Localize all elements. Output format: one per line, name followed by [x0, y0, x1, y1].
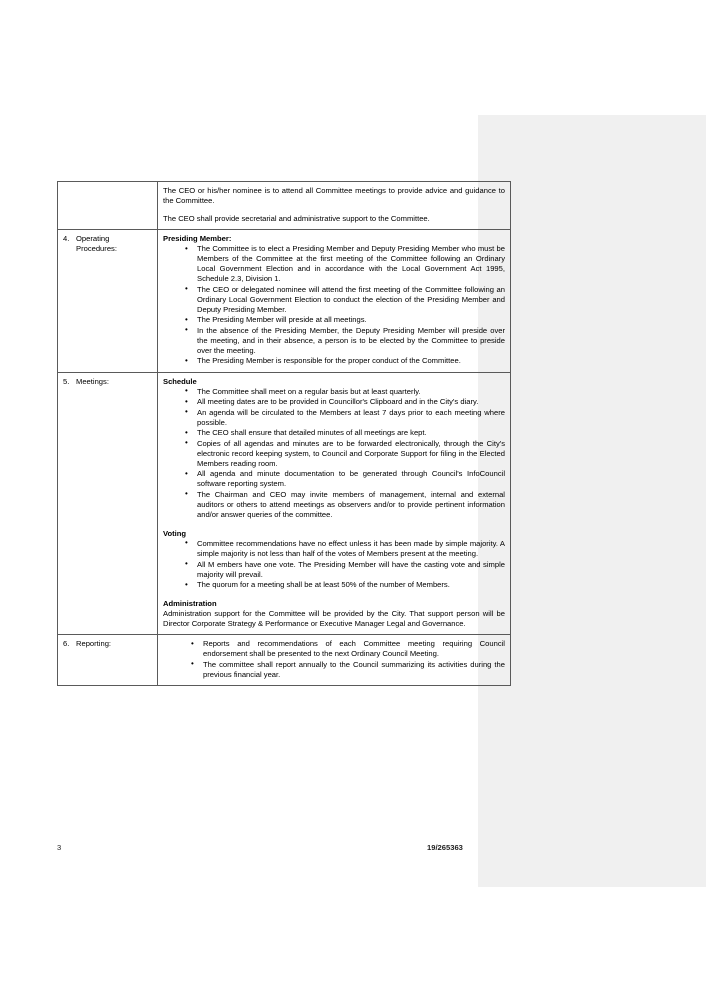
list-item: • The CEO shall ensure that detailed minutes of all meetings are kept. — [197, 428, 505, 438]
row-label-cell-operating-procedures — [58, 230, 158, 373]
table-row — [58, 635, 511, 686]
table-row — [58, 372, 511, 634]
list-item: • The committee shall report annually to the Council summarizing its activities during the previous financial year. — [203, 660, 505, 680]
list-item: • Committee recommendations have no effect unless it has been made by simple majority. A simple majority is not less than half of the votes of Members present at the meeting. — [197, 539, 505, 559]
row-body-cell-meetings — [158, 372, 511, 634]
section-heading-voting: Voting — [163, 528, 187, 538]
list-item: • An agenda will be circulated to the Members at least 7 days prior to each meeting where possible. — [197, 408, 505, 428]
bullet-list-voting — [163, 539, 505, 590]
bullet-list-schedule — [163, 387, 505, 520]
section-heading-presiding-member: Presiding Member: — [163, 234, 232, 244]
list-item: • All meeting dates are to be provided in Councillor's Clipboard and in the City's diary. — [197, 397, 505, 407]
row-body-cell-continuation — [158, 182, 511, 230]
row-label: Meetings: — [76, 376, 109, 386]
table-row — [58, 230, 511, 373]
section-heading-administration: Administration — [163, 599, 217, 609]
list-item: • The Committee shall meet on a regular basis but at least quarterly. — [197, 387, 505, 397]
document-reference: 19/265363 — [427, 843, 463, 852]
page-footer — [57, 843, 488, 857]
paragraph: The CEO or his/her nominee is to attend all Committee meetings to provide advice and guidance to the Committee. — [163, 186, 505, 206]
row-number: 5. — [63, 376, 70, 386]
paragraph: The CEO shall provide secretarial and administrative support to the Committee. — [163, 214, 430, 224]
list-item: • The Presiding Member is responsible for the proper conduct of the Committee. — [197, 356, 505, 366]
paragraph-administration: Administration support for the Committee will be provided by the City. That support person will be Director Corporate Strategy & Performance or Executive Manager Legal and Governance. — [163, 609, 505, 629]
row-body-cell-reporting — [158, 635, 511, 686]
list-item: • The Committee is to elect a Presiding Member and Deputy Presiding Member who must be Members of the Committee at the first meeting of the Committee following an Ordinary Local Government Election and in accordance with the Local Government Act 1995, Schedule 2.3, Division 1. — [197, 244, 505, 284]
row-label: Reporting: — [76, 639, 112, 649]
page-number: 3 — [57, 843, 62, 852]
row-label: Operating Procedures: — [76, 234, 117, 254]
list-item: • All M embers have one vote. The Presiding Member will have the casting vote and simple majority will prevail. — [197, 560, 505, 580]
list-item: • In the absence of the Presiding Member, the Deputy Presiding Member will preside over the meeting, and in their absence, a person is to be elected by the Committee to preside over the meeting. — [197, 326, 505, 356]
list-item: • Reports and recommendations of each Committee meeting requiring Council endorsement shall be presented to the next Ordinary Council Meeting. — [203, 639, 505, 659]
row-number: 4. — [63, 234, 70, 244]
row-label-cell-reporting — [58, 635, 158, 686]
row-label-cell-continuation — [58, 182, 158, 230]
bullet-list-presiding-member — [163, 244, 505, 366]
section-heading-schedule: Schedule — [163, 376, 197, 386]
list-item: • The quorum for a meeting shall be at least 50% of the number of Members. — [197, 580, 505, 590]
bullet-list-reporting — [163, 639, 505, 680]
row-body-cell-operating-procedures — [158, 230, 511, 373]
terms-of-reference-table — [57, 181, 511, 686]
table-row — [58, 182, 511, 230]
list-item: • The CEO or delegated nominee will attend the first meeting of the Committee following an Ordinary Local Government Election to conduct the election of the Presiding Member and Deputy Presiding Member. — [197, 285, 505, 315]
list-item: • The Presiding Member will preside at all meetings. — [197, 315, 505, 325]
row-label-cell-meetings — [58, 372, 158, 634]
list-item: • The Chairman and CEO may invite members of management, internal and external auditors or others to attend meetings as observers and/or to provide pertinent information and/or answer queries of the committee. — [197, 490, 505, 520]
list-item: • All agenda and minute documentation to be generated through Council's InfoCouncil software reporting system. — [197, 469, 505, 489]
list-item: • Copies of all agendas and minutes are to be forwarded electronically, through the City's electronic record keeping system, to Council and Corporate Support for filing in the Elected Members reading room. — [197, 439, 505, 469]
row-number: 6. — [63, 639, 70, 649]
